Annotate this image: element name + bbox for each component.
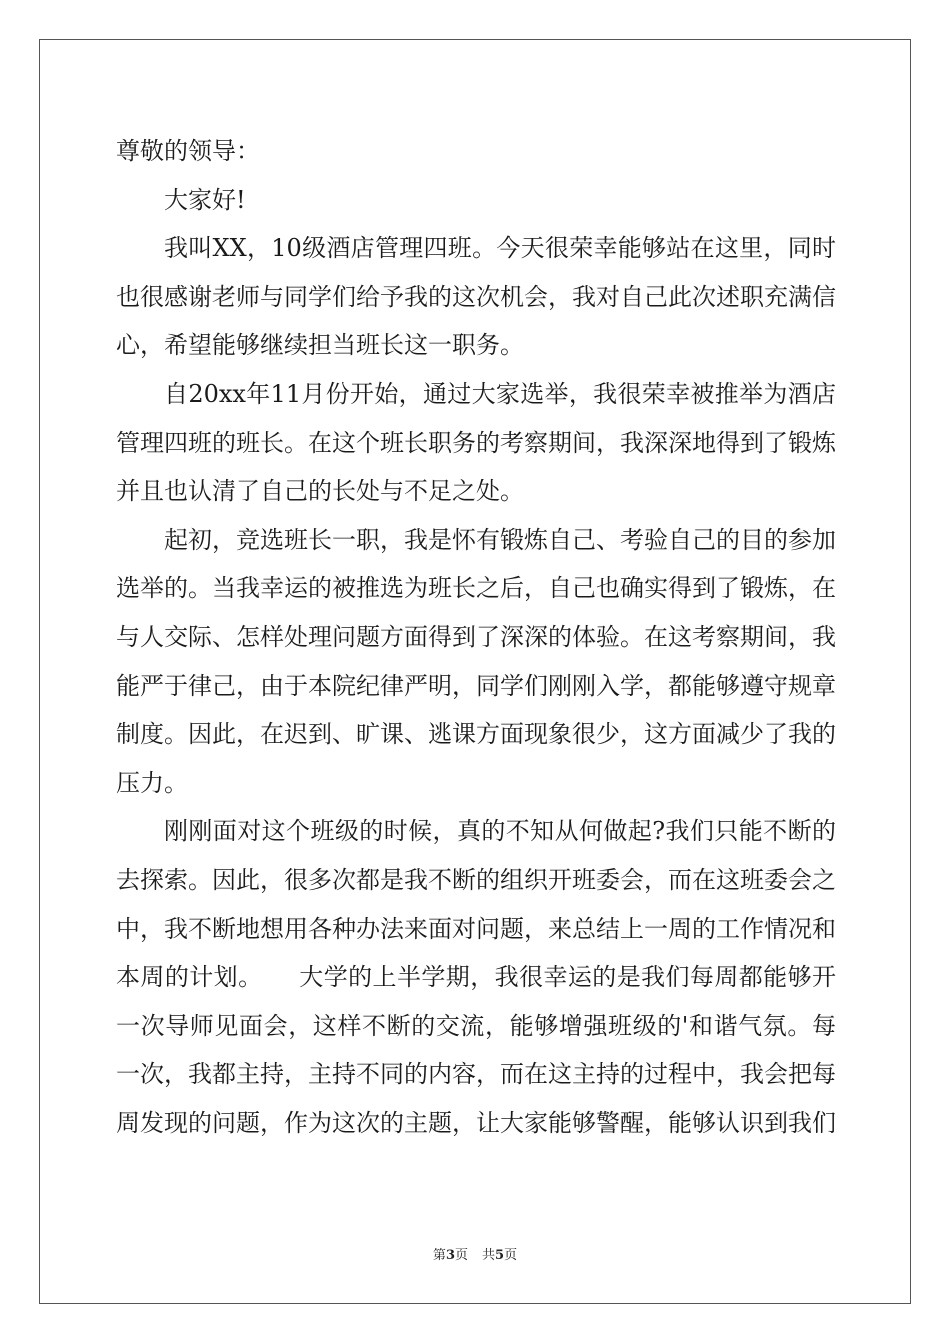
page-total: 共5页 — [482, 1248, 518, 1263]
paragraph: 自20xx年11月份开始，通过大家选举，我很荣幸被推举为酒店管理四班的班长。在这个班长职务的考察期间，我深深地得到了锻炼并且也认清了自己的长处与不足之处。 — [116, 379, 836, 506]
paragraph: 大家好! — [164, 185, 246, 214]
page-number: 第3页 — [432, 1248, 468, 1263]
paragraph: 刚刚面对这个班级的时候，真的不知从何做起?我们只能不断的去探索。因此，很多次都是我不断的组织开班委会，而在这班委会之中，我不断地想用各种办法来面对问题，来总结上一周的工作情况和本周的计划。 大学的上半学期，我很幸运的是我们每周都能够开一次导师见面会，这样不断的交流，能够增强班级的'和谐气氛。每一次，我都主持，主持不同的内容，而在这主持的过程中，我会把每周发现的问题，作为这次的主题，让大家能够警醒，能够认识到我们 — [116, 817, 836, 1137]
document-body — [116, 127, 836, 1147]
paragraph: 起初，竞选班长一职，我是怀有锻炼自己、考验自己的目的参加选举的。当我幸运的被推选为班长之后，自己也确实得到了锻炼，在与人交际、怎样处理问题方面得到了深深的体验。在这考察期间，我能严于律己，由于本院纪律严明，同学们刚刚入学，都能够遵守规章制度。因此，在迟到、旷课、逃课方面现象很少，这方面减少了我的压力。 — [116, 525, 836, 797]
page-footer — [0, 1247, 950, 1265]
paragraph: 我叫XX，10级酒店管理四班。今天很荣幸能够站在这里，同时也很感谢老师与同学们给予我的这次机会，我对自己此次述职充满信心，希望能够继续担当班长这一职务。 — [116, 234, 836, 360]
salutation: 尊敬的领导： — [116, 137, 260, 165]
